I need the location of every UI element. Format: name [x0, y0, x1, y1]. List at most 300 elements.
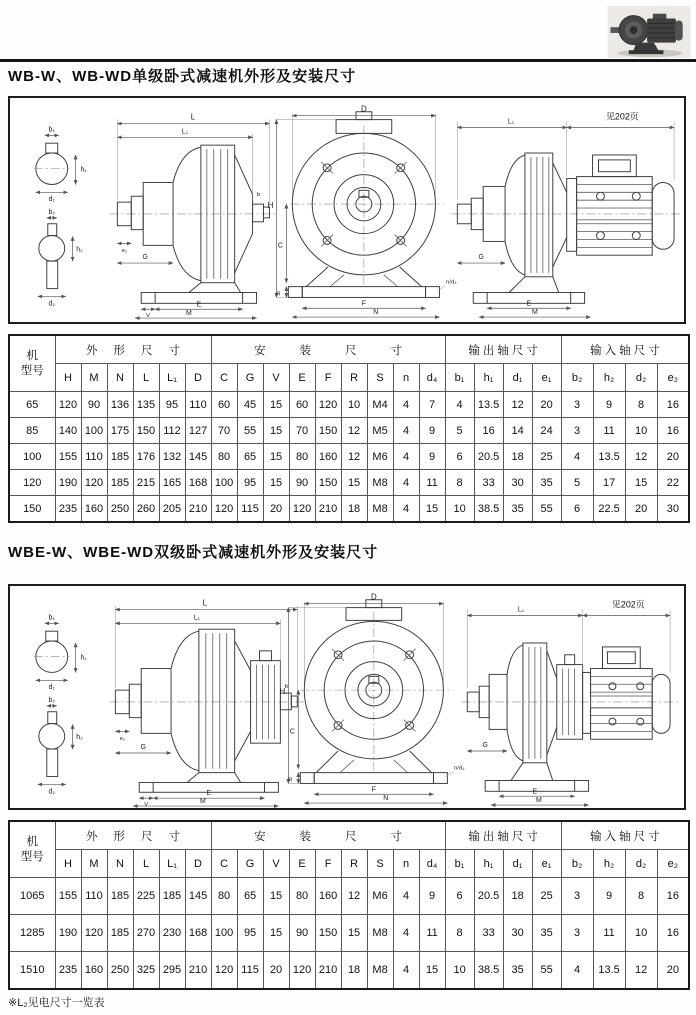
column-header: M	[81, 850, 107, 878]
value-cell: 9	[593, 878, 625, 915]
value-cell: 3	[561, 878, 593, 915]
value-cell: 4	[393, 952, 419, 990]
value-cell: 18	[503, 444, 532, 470]
value-cell: 55	[237, 418, 263, 444]
column-header: N	[107, 850, 133, 878]
column-header: d₄	[419, 364, 445, 392]
column-header: S	[367, 850, 393, 878]
model-cell: 100	[9, 444, 55, 470]
value-cell: 4	[393, 878, 419, 915]
value-cell: 4	[445, 392, 474, 418]
value-cell: 145	[185, 878, 211, 915]
column-header: C	[211, 850, 237, 878]
value-cell: 5	[445, 418, 474, 444]
drawing-panel-double-stage	[8, 584, 686, 810]
column-header: d₂	[625, 850, 657, 878]
column-header: L₁	[159, 364, 185, 392]
model-cell: 1065	[9, 878, 55, 915]
group-header-mounting: 安装尺寸	[211, 335, 445, 364]
dim-label-e1: e₁	[121, 248, 127, 255]
value-cell: 190	[55, 915, 81, 952]
model-header-cell	[9, 821, 55, 878]
table-group-header-row	[9, 335, 689, 364]
dim-label-M-motor: M	[535, 797, 542, 805]
value-cell: 150	[315, 915, 341, 952]
value-cell: 235	[55, 952, 81, 990]
value-cell: 100	[211, 470, 237, 496]
column-header: h₂	[593, 364, 625, 392]
dim-label-d1: d₁	[48, 196, 55, 204]
value-cell: 90	[81, 392, 107, 418]
value-cell: 15	[263, 418, 289, 444]
single-stage-drawing	[10, 98, 684, 322]
dimensions-table-single-stage	[8, 334, 690, 523]
dim-label-N: N	[383, 795, 389, 803]
value-cell: 112	[159, 418, 185, 444]
column-header: n	[393, 364, 419, 392]
dim-label-V: V	[144, 802, 149, 808]
value-cell: 15	[341, 915, 367, 952]
table-columns-row	[9, 364, 689, 392]
dim-label-M: M	[199, 798, 206, 806]
value-cell: 3	[561, 915, 593, 952]
value-cell: 115	[237, 496, 263, 523]
column-header: D	[185, 850, 211, 878]
value-cell: 20	[657, 952, 689, 990]
column-header: S	[367, 364, 393, 392]
value-cell: 215	[133, 470, 159, 496]
value-cell: 20.5	[474, 878, 503, 915]
column-header: M	[81, 364, 107, 392]
see-page-note: 见202页	[611, 599, 645, 610]
input-shaft-section-view	[39, 712, 65, 777]
value-cell: 15	[263, 878, 289, 915]
value-cell: 95	[237, 915, 263, 952]
value-cell: 22.5	[593, 496, 625, 523]
value-cell: 25	[532, 444, 561, 470]
value-cell: 325	[133, 952, 159, 990]
column-header: b₁	[445, 850, 474, 878]
value-cell: 90	[289, 915, 315, 952]
value-cell: 230	[159, 915, 185, 952]
value-cell: 24	[532, 418, 561, 444]
value-cell: 10	[625, 418, 657, 444]
value-cell: 80	[289, 878, 315, 915]
column-header: h₂	[593, 850, 625, 878]
column-header: E	[289, 850, 315, 878]
value-cell: 12	[503, 392, 532, 418]
value-cell: 150	[315, 418, 341, 444]
value-cell: 120	[289, 496, 315, 523]
value-cell: 155	[55, 878, 81, 915]
dim-label-R: R	[276, 291, 281, 298]
column-header: R	[341, 850, 367, 878]
value-cell: 110	[81, 444, 107, 470]
model-header-line1: 机	[26, 836, 38, 849]
value-cell: 70	[289, 418, 315, 444]
value-cell: M8	[367, 952, 393, 990]
column-header: d₁	[503, 850, 532, 878]
column-header: L₁	[159, 850, 185, 878]
value-cell: 120	[81, 915, 107, 952]
column-header: e₂	[657, 364, 689, 392]
dim-label-n-d4: n/d₄	[453, 765, 465, 772]
value-cell: M8	[367, 496, 393, 523]
see-page-note: 见202页	[605, 111, 639, 122]
column-header: h₁	[474, 850, 503, 878]
column-header: E	[289, 364, 315, 392]
value-cell: 20	[657, 444, 689, 470]
table-row	[9, 915, 689, 952]
value-cell: 175	[107, 418, 133, 444]
model-header-line1: 机	[26, 350, 38, 363]
value-cell: 65	[237, 878, 263, 915]
column-header: G	[237, 850, 263, 878]
value-cell: 185	[107, 444, 133, 470]
group-header-mounting: 安装尺寸	[211, 821, 445, 850]
value-cell: 22	[657, 470, 689, 496]
value-cell: 15	[263, 392, 289, 418]
dim-label-F: F	[371, 786, 376, 794]
dim-label-L: L	[202, 598, 208, 608]
value-cell: 250	[107, 952, 133, 990]
column-header: h₁	[474, 364, 503, 392]
value-cell: 16	[657, 418, 689, 444]
reducer-with-motor-view	[457, 153, 674, 303]
value-cell: 4	[393, 418, 419, 444]
table-row	[9, 392, 689, 418]
value-cell: 55	[532, 496, 561, 523]
section2-title: WBE-W、WBE-WD双级卧式减速机外形及安装尺寸	[8, 544, 379, 561]
value-cell: 20	[263, 952, 289, 990]
value-cell: 15	[263, 470, 289, 496]
value-cell: 45	[237, 392, 263, 418]
value-cell: 176	[133, 444, 159, 470]
model-cell: 120	[9, 470, 55, 496]
value-cell: 10	[445, 496, 474, 523]
dim-label-R: R	[288, 777, 293, 784]
drawing-panel-single-stage	[8, 96, 686, 324]
column-header: V	[263, 850, 289, 878]
group-header-input-shaft: 输入轴尺寸	[561, 335, 689, 364]
value-cell: 55	[532, 952, 561, 990]
dim-label-H: H	[279, 687, 286, 697]
dim-label-h2: h₂	[76, 246, 83, 254]
output-shaft-section-view	[34, 631, 70, 672]
value-cell: 4	[393, 392, 419, 418]
value-cell: 168	[185, 915, 211, 952]
value-cell: 6	[561, 496, 593, 523]
table-row	[9, 444, 689, 470]
dim-label-G-motor: G	[482, 742, 488, 750]
value-cell: 12	[625, 952, 657, 990]
value-cell: 60	[211, 392, 237, 418]
value-cell: 15	[419, 952, 445, 990]
value-cell: 3	[561, 418, 593, 444]
value-cell: 65	[237, 444, 263, 470]
value-cell: 30	[657, 496, 689, 523]
group-header-input-shaft: 输入轴尺寸	[561, 821, 689, 850]
value-cell: 18	[341, 952, 367, 990]
value-cell: 16	[657, 915, 689, 952]
reducer-side-view	[115, 629, 297, 792]
value-cell: 210	[315, 952, 341, 990]
value-cell: 95	[159, 392, 185, 418]
column-header: L	[133, 364, 159, 392]
value-cell: 225	[133, 878, 159, 915]
model-header-line2: 型号	[20, 850, 44, 863]
model-cell: 85	[9, 418, 55, 444]
value-cell: 6	[445, 444, 474, 470]
value-cell: 100	[211, 915, 237, 952]
value-cell: 35	[503, 496, 532, 523]
group-header-outline: 外形尺寸	[55, 821, 211, 850]
value-cell: 185	[107, 915, 133, 952]
value-cell: 12	[341, 418, 367, 444]
column-header: V	[263, 364, 289, 392]
value-cell: 80	[289, 444, 315, 470]
value-cell: 120	[315, 392, 341, 418]
value-cell: 70	[211, 418, 237, 444]
dim-label-e1: e₁	[119, 736, 125, 743]
dim-label-G: G	[142, 254, 148, 262]
column-header: F	[315, 850, 341, 878]
group-header-outline: 外形尺寸	[55, 335, 211, 364]
value-cell: 110	[81, 878, 107, 915]
value-cell: 30	[503, 470, 532, 496]
column-header: e₂	[657, 850, 689, 878]
dim-label-N: N	[373, 309, 379, 317]
value-cell: 150	[315, 470, 341, 496]
dim-label-H: H	[267, 201, 274, 211]
value-cell: 15	[419, 496, 445, 523]
value-cell: 150	[133, 418, 159, 444]
value-cell: M8	[367, 915, 393, 952]
dim-label-L1-motor: L₁	[517, 606, 525, 614]
value-cell: 80	[211, 878, 237, 915]
dim-label-E: E	[206, 790, 212, 798]
column-header: H	[55, 364, 81, 392]
value-cell: 15	[263, 444, 289, 470]
dim-label-M: M	[186, 310, 192, 318]
column-header: G	[237, 364, 263, 392]
column-header: H	[55, 850, 81, 878]
value-cell: 13.5	[593, 952, 625, 990]
value-cell: 3	[561, 392, 593, 418]
value-cell: 11	[419, 470, 445, 496]
value-cell: 4	[561, 444, 593, 470]
value-cell: 5	[561, 470, 593, 496]
value-cell: 9	[419, 444, 445, 470]
value-cell: 10	[341, 392, 367, 418]
value-cell: 8	[625, 878, 657, 915]
gearmotor-photo	[606, 6, 692, 58]
model-header-line2: 型号	[20, 364, 44, 377]
value-cell: 12	[341, 444, 367, 470]
table-row	[9, 952, 689, 990]
reducer-side-view	[117, 145, 269, 303]
value-cell: 90	[289, 470, 315, 496]
model-header-cell	[9, 335, 55, 392]
dim-label-b1: b₁	[48, 614, 55, 622]
column-header: D	[185, 364, 211, 392]
value-cell: 4	[393, 915, 419, 952]
dim-label-L: L	[190, 112, 196, 122]
value-cell: 20	[625, 496, 657, 523]
column-header: N	[107, 364, 133, 392]
column-header: d₁	[503, 364, 532, 392]
value-cell: 18	[503, 878, 532, 915]
value-cell: 155	[55, 444, 81, 470]
value-cell: 235	[55, 496, 81, 523]
value-cell: 20	[263, 496, 289, 523]
value-cell: 8	[625, 392, 657, 418]
table-columns-row	[9, 850, 689, 878]
dim-label-M-motor: M	[531, 309, 538, 317]
value-cell: 20.5	[474, 444, 503, 470]
value-cell: 185	[159, 878, 185, 915]
dim-label-L1-motor: L₁	[507, 118, 515, 126]
column-header: C	[211, 364, 237, 392]
value-cell: 160	[81, 952, 107, 990]
value-cell: 132	[159, 444, 185, 470]
group-header-output-shaft: 输出轴尺寸	[445, 821, 561, 850]
value-cell: 120	[55, 392, 81, 418]
value-cell: 160	[315, 444, 341, 470]
value-cell: 4	[393, 470, 419, 496]
value-cell: 15	[263, 915, 289, 952]
value-cell: 15	[341, 470, 367, 496]
dim-label-b: b	[284, 684, 289, 691]
value-cell: 190	[55, 470, 81, 496]
dim-label-b2: b₂	[48, 696, 56, 704]
table-row	[9, 878, 689, 915]
header-rule	[0, 59, 696, 62]
dimensions-table-double-stage	[8, 820, 690, 990]
column-header: F	[315, 364, 341, 392]
value-cell: 4	[561, 952, 593, 990]
value-cell: 11	[593, 418, 625, 444]
value-cell: 100	[81, 418, 107, 444]
dim-label-D: D	[361, 104, 367, 114]
value-cell: 25	[532, 878, 561, 915]
dim-label-C: C	[289, 728, 295, 736]
group-header-output-shaft: 输出轴尺寸	[445, 335, 561, 364]
dim-label-F: F	[361, 300, 367, 308]
value-cell: 38.5	[474, 952, 503, 990]
value-cell: 135	[133, 392, 159, 418]
table-row	[9, 470, 689, 496]
table-row	[9, 496, 689, 523]
dim-label-b2: b₂	[48, 208, 56, 216]
value-cell: 120	[289, 952, 315, 990]
value-cell: 160	[81, 496, 107, 523]
value-cell: 4	[393, 496, 419, 523]
value-cell: 13.5	[474, 392, 503, 418]
value-cell: M6	[367, 878, 393, 915]
value-cell: 33	[474, 470, 503, 496]
value-cell: 165	[159, 470, 185, 496]
value-cell: M5	[367, 418, 393, 444]
value-cell: 295	[159, 952, 185, 990]
dim-label-d2: d₂	[48, 300, 56, 308]
value-cell: 210	[315, 496, 341, 523]
value-cell: 30	[503, 915, 532, 952]
value-cell: 35	[503, 952, 532, 990]
value-cell: 20	[532, 392, 561, 418]
dim-label-C: C	[277, 242, 283, 250]
column-header: e₁	[532, 850, 561, 878]
value-cell: 35	[532, 915, 561, 952]
value-cell: 260	[133, 496, 159, 523]
value-cell: 120	[211, 496, 237, 523]
input-shaft-section-view	[39, 224, 65, 289]
value-cell: 17	[593, 470, 625, 496]
dim-label-n-d4: n/d₄	[446, 279, 457, 286]
dim-label-L1: L₁	[181, 128, 189, 136]
dim-label-E-motor: E	[526, 300, 532, 308]
value-cell: 16	[657, 392, 689, 418]
value-cell: 9	[419, 418, 445, 444]
value-cell: 120	[211, 952, 237, 990]
value-cell: 33	[474, 915, 503, 952]
value-cell: 12	[625, 444, 657, 470]
value-cell: 11	[419, 915, 445, 952]
value-cell: 9	[419, 878, 445, 915]
value-cell: 168	[185, 470, 211, 496]
value-cell: 80	[211, 444, 237, 470]
value-cell: 11	[593, 915, 625, 952]
value-cell: 127	[185, 418, 211, 444]
output-shaft-section-view	[34, 143, 70, 184]
value-cell: 145	[185, 444, 211, 470]
double-stage-drawing	[10, 586, 684, 808]
column-header: b₂	[561, 364, 593, 392]
value-cell: 120	[81, 470, 107, 496]
model-cell: 150	[9, 496, 55, 523]
column-header: d₄	[419, 850, 445, 878]
value-cell: 9	[593, 392, 625, 418]
column-header: L	[133, 850, 159, 878]
value-cell: 110	[185, 392, 211, 418]
value-cell: 140	[55, 418, 81, 444]
value-cell: 7	[419, 392, 445, 418]
value-cell: 60	[289, 392, 315, 418]
column-header: n	[393, 850, 419, 878]
dim-label-b1: b₁	[48, 126, 55, 134]
dim-label-b: b	[256, 192, 261, 199]
value-cell: M4	[367, 392, 393, 418]
dim-label-V: V	[146, 313, 151, 320]
value-cell: 38.5	[474, 496, 503, 523]
value-cell: 8	[445, 470, 474, 496]
value-cell: 10	[445, 952, 474, 990]
dim-label-D: D	[370, 592, 377, 602]
dim-label-h1: h₁	[80, 654, 87, 662]
value-cell: 16	[474, 418, 503, 444]
value-cell: 4	[393, 444, 419, 470]
reducer-with-motor-view	[467, 643, 670, 791]
dim-label-E: E	[196, 301, 202, 309]
model-cell: 65	[9, 392, 55, 418]
column-header: b₁	[445, 364, 474, 392]
value-cell: 6	[445, 878, 474, 915]
value-cell: 160	[315, 878, 341, 915]
value-cell: 12	[341, 878, 367, 915]
dim-label-h1: h₁	[80, 166, 87, 174]
value-cell: 16	[657, 878, 689, 915]
value-cell: 205	[159, 496, 185, 523]
